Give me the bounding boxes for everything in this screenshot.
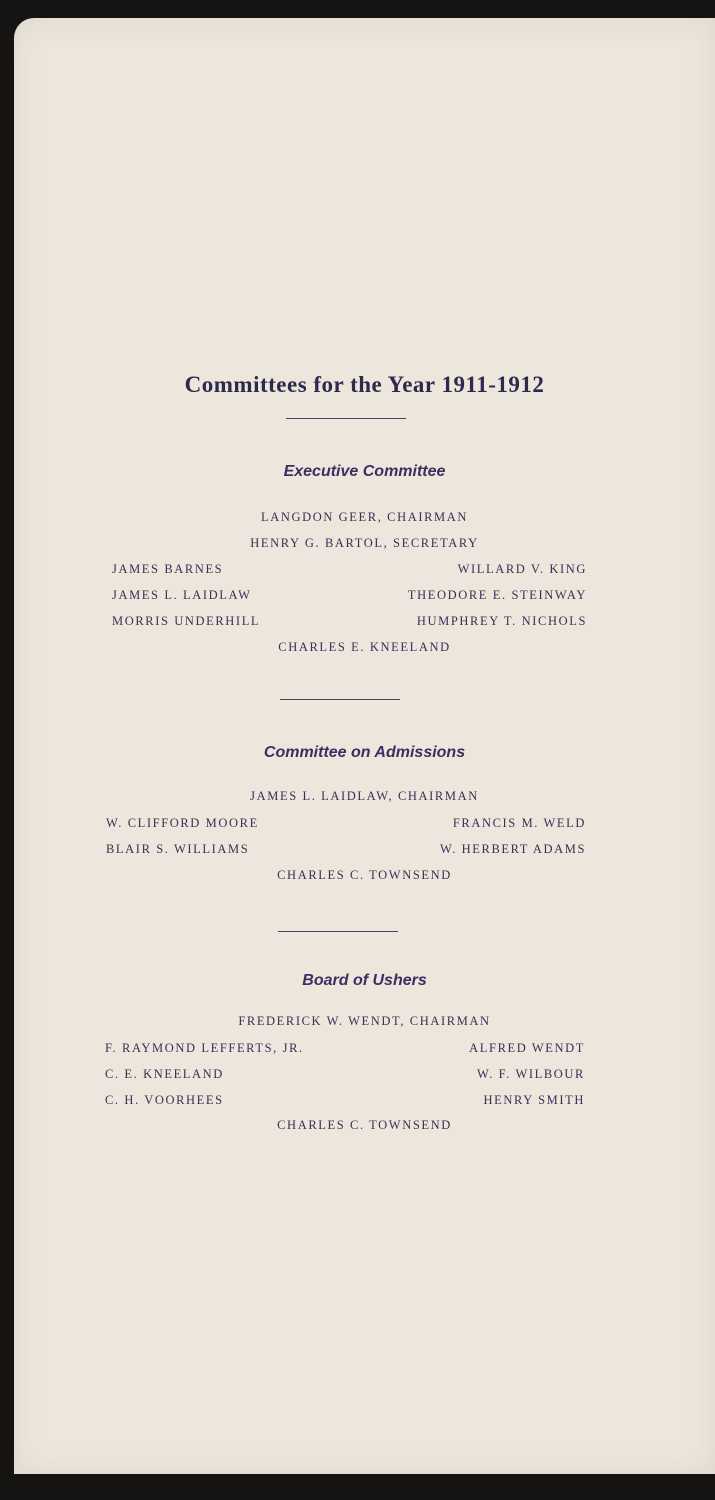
admissions-chairman: JAMES L. LAIDLAW, CHAIRMAN — [250, 789, 479, 803]
usher: HENRY SMITH — [483, 1093, 585, 1107]
executive-member: JAMES L. LAIDLAW — [112, 588, 252, 602]
divider — [278, 931, 398, 932]
admissions-member: BLAIR S. WILLIAMS — [106, 842, 250, 856]
usher: C. H. VOORHEES — [105, 1093, 224, 1107]
admissions-member: W. HERBERT ADAMS — [439, 842, 586, 856]
program-page — [14, 18, 715, 1474]
executive-member: CHARLES E. KNEELAND — [278, 640, 451, 654]
usher: F. RAYMOND LEFFERTS, JR. — [105, 1041, 304, 1055]
page-title: Committees for the Year 1911-1912 — [184, 372, 545, 397]
executive-member: MORRIS UNDERHILL — [112, 614, 261, 628]
ushers-chairman: FREDERICK W. WENDT, CHAIRMAN — [238, 1014, 491, 1028]
usher: C. E. KNEELAND — [105, 1067, 224, 1081]
admissions-member: CHARLES C. TOWNSEND — [277, 868, 452, 882]
usher: ALFRED WENDT — [469, 1041, 585, 1055]
executive-chairman: LANGDON GEER, CHAIRMAN — [260, 510, 469, 524]
executive-member: THEODORE E. STEINWAY — [407, 588, 587, 602]
executive-member: HUMPHREY T. NICHOLS — [416, 614, 587, 628]
board-of-ushers-heading: Board of Ushers — [302, 972, 427, 989]
executive-secretary: HENRY G. BARTOL, SECRETARY — [250, 536, 479, 550]
admissions-committee-heading: Committee on Admissions — [263, 744, 466, 761]
executive-committee-heading: Executive Committee — [283, 463, 446, 480]
executive-member: WILLARD V. KING — [457, 562, 587, 576]
admissions-member: FRANCIS M. WELD — [452, 816, 586, 830]
usher: W. F. WILBOUR — [476, 1067, 585, 1081]
admissions-member: W. CLIFFORD MOORE — [106, 816, 259, 830]
divider — [286, 418, 406, 419]
executive-member: JAMES BARNES — [112, 562, 224, 576]
usher: CHARLES C. TOWNSEND — [277, 1118, 452, 1132]
divider — [280, 699, 400, 700]
